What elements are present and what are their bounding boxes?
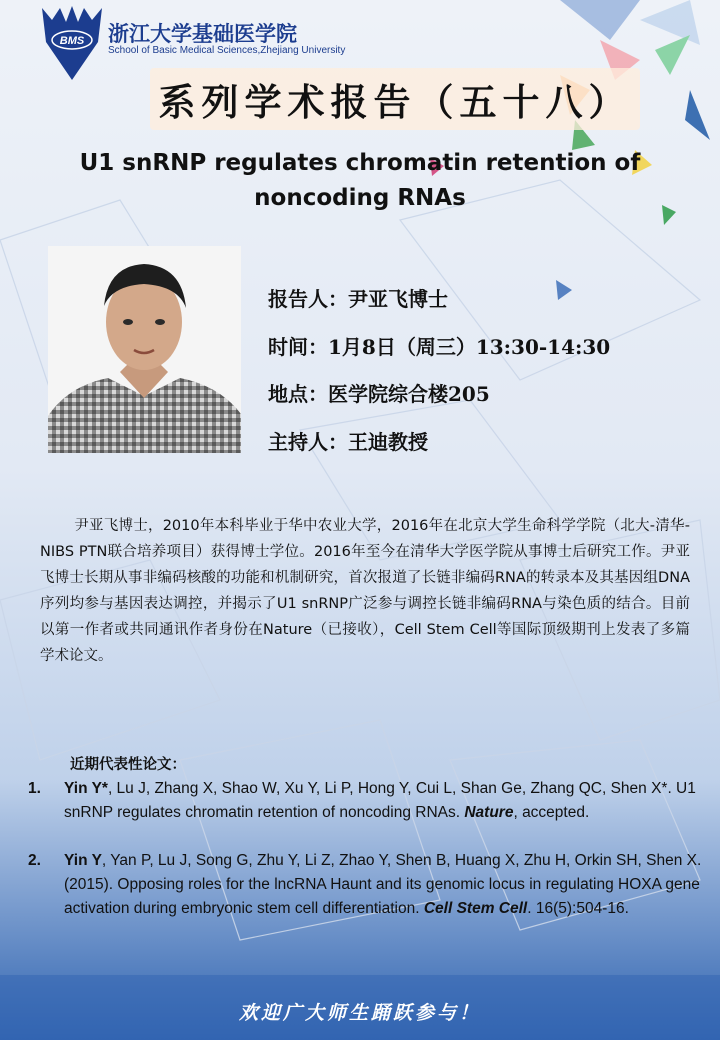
speaker-bio-text: 尹亚飞博士，2010年本科毕业于华中农业大学，2016年在北京大学生命科学学院（北大-清华-NIBS PTN联合培养项目）获得博士学位。2016年至今在清华大学医学院从事博士后研究工作。尹亚飞博士长期从事非编码核酸的功能和机制研究，首次报道了长链非编码RNA的转录本及其基因组DNA序列均参与基因表达调控，并揭示了U1 snRNP广泛参与调控长链非编码RNA与染色质的结合。目前以第一作者或共同通讯作者身份在Nature（已接收），Cell Stem Cell等国际顶级期刊上发表了多篇学术论文。 xyxy=(40,518,690,664)
publication-citation xyxy=(64,777,704,825)
series-title: 系列学术报告（五十八） xyxy=(158,80,632,124)
publication-details: , Yan P, Lu J, Song G, Zhu Y, Li Z, Zhao Y, Shen B, Huang X, Zhu H, Orkin SH, Shen X. (2015). Opposing roles for the lncRNA Haunt and its genomic locus in regulating HOXA gene activation during embryonic stem cell differentiation. xyxy=(64,852,702,917)
talk-title-line-1: U1 snRNP regulates chromatin retention of xyxy=(79,150,641,176)
publication-number: 2. xyxy=(28,852,41,869)
publication-number: 1. xyxy=(28,780,41,797)
speaker-bio xyxy=(40,513,690,669)
logo-text: BMS xyxy=(59,35,85,47)
speaker-portrait-illustration xyxy=(48,246,241,453)
institution-name-cn: 浙江大学基础医学院 xyxy=(108,22,297,46)
publication-item xyxy=(28,849,704,945)
publications-heading: 近期代表性论文： xyxy=(70,757,186,773)
welcome-footer: 欢迎广大师生踊跃参与！ xyxy=(238,1002,481,1024)
publication-first-author: Yin Y* xyxy=(64,780,108,797)
publication-item xyxy=(28,777,704,849)
publication-tail: . 16(5):504-16. xyxy=(527,900,629,917)
talk-title xyxy=(40,146,680,216)
publication-journal: Nature xyxy=(464,804,514,821)
talk-host: 主持人：王迪教授 xyxy=(268,430,428,454)
talk-time: 时间：1月8日（周三）13:30-14:30 xyxy=(268,335,611,359)
speaker-photo xyxy=(48,246,241,453)
bms-logo xyxy=(40,2,104,82)
publication-tail: , accepted. xyxy=(513,804,590,821)
speaker-name: 报告人：尹亚飞博士 xyxy=(268,287,448,311)
talk-venue: 地点：医学院综合楼205 xyxy=(268,382,490,406)
publication-details: , Lu J, Zhang X, Shao W, Xu Y, Li P, Hong Y, Cui L, Shan Ge, Zhang QC, Shen X*. U1 snRNP regulates chromatin retention of noncoding RNAs. xyxy=(64,780,696,821)
publication-first-author: Yin Y xyxy=(64,852,102,869)
publication-journal: Cell Stem Cell xyxy=(423,900,528,917)
institution-name-en: School of Basic Medical Sciences,Zhejiang University xyxy=(108,45,346,56)
talk-title-line-2: noncoding RNAs xyxy=(254,185,466,211)
publication-citation xyxy=(64,849,704,921)
